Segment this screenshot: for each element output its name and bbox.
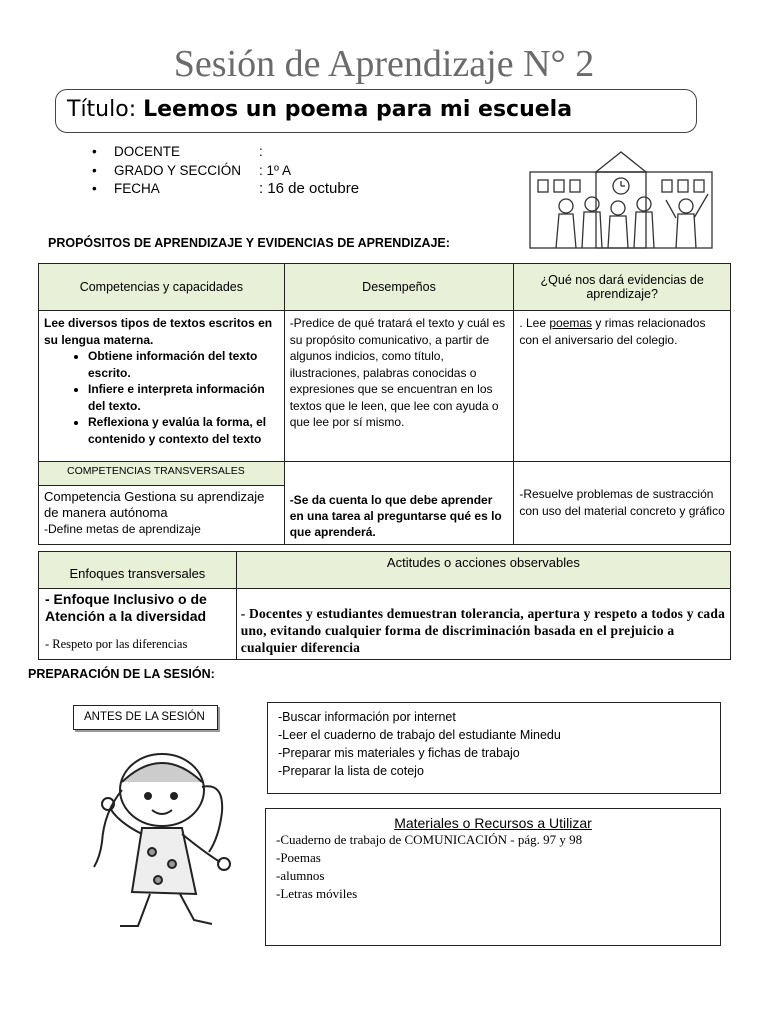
list-item: • Reflexiona y evalúa la forma, el contenido y contexto del texto	[88, 414, 279, 447]
competencia-text: Lee diversos tipos de textos escritos en su lengua materna.	[44, 316, 273, 347]
evidencia-cell	[514, 311, 731, 462]
list-item: -Poemas	[276, 850, 321, 865]
transversales-heading: COMPETENCIAS TRANSVERSALES	[39, 462, 284, 486]
page-title: Sesión de Aprendizaje N° 2	[173, 43, 595, 85]
transversal-desempeno: -Se da cuenta lo que debe aprender en una tarea al preguntarse qué es lo que aprenderá.	[284, 462, 514, 545]
materiales-list	[276, 831, 710, 903]
actitud-cell: - Docentes y estudiantes demuestran tolerancia, apertura y respeto a todos y cada uno, evitando cualquier forma de discriminación basada en el prejuicio a cualquier diferencia	[236, 589, 730, 660]
header-desempenos: Desempeños	[284, 264, 514, 311]
competencia-cell	[39, 311, 285, 462]
transversal-evidencia: -Resuelve problemas de sustracción con uso del material concreto y gráfico	[514, 462, 731, 545]
capacidades-list	[44, 348, 279, 447]
info-key: FECHA	[114, 181, 160, 196]
table-row	[39, 311, 731, 462]
header-competencias: Competencias y capacidades	[39, 264, 285, 311]
list-item: -Preparar la lista de cotejo	[278, 764, 424, 778]
evidencia-text-rest: y rimas relacionados con el aniversario del colegio.	[519, 316, 706, 347]
bullet-icon: •	[92, 144, 97, 159]
evidencia-text: . Lee	[519, 316, 550, 330]
propositos-table	[38, 263, 731, 545]
list-item: -Cuaderno de trabajo de COMUNICACIÓN - pág. 97 y 98	[276, 832, 583, 847]
transversal-cell	[39, 462, 285, 545]
list-item: -Preparar mis materiales y fichas de trabajo	[278, 746, 520, 760]
list-item: -Letras móviles	[276, 886, 358, 901]
enfoque-text: - Enfoque Inclusivo o de Atención a la diversidad	[45, 591, 207, 624]
info-value: :	[259, 144, 263, 159]
bullet-icon: •	[92, 181, 97, 196]
preparacion-heading: PREPARACIÓN DE LA SESIÓN:	[28, 667, 215, 681]
transversal-competencia: Competencia Gestiona su aprendizaje de manera autónoma	[44, 489, 265, 520]
propositos-heading: PROPÓSITOS DE APRENDIZAJE Y EVIDENCIAS DE APRENDIZAJE:	[48, 236, 450, 250]
school-illustration	[526, 148, 716, 254]
enfoque-cell	[39, 589, 237, 660]
valor-text: - Respeto por las diferencias	[45, 637, 188, 651]
table-header-row	[39, 552, 731, 589]
desempeno-cell: -Predice de qué tratará el texto y cuál es su propósito comunicativo, a partir de algunos indicios, como título, ilustraciones, palabras conocidas o expresiones que se encuentran en los textos que le leen, que lee con ayuda o que lee por sí mismo.	[284, 311, 514, 462]
info-row-docente	[92, 143, 359, 162]
list-item: • Obtiene información del texto escrito.	[88, 348, 279, 381]
materiales-title: Materiales o Recursos a Utilizar	[394, 815, 592, 831]
info-value: : 16 de octubre	[259, 180, 360, 197]
transversal-body	[39, 486, 284, 540]
info-row-grado	[92, 162, 359, 181]
transversal-capacidad: -Define metas de aprendizaje	[44, 522, 201, 536]
antes-box	[267, 702, 721, 794]
list-item: • Infiere e interpreta información del texto.	[88, 381, 279, 414]
bullet-icon: •	[92, 162, 97, 178]
title-label: Título:	[67, 97, 137, 122]
header-evidencias: ¿Qué nos dará evidencias de aprendizaje?	[514, 264, 731, 311]
title-value: Leemos un poema para mi escuela	[143, 97, 573, 122]
table-header-row	[39, 264, 731, 311]
info-row-fecha	[92, 180, 359, 199]
list-item: -Buscar información por internet	[278, 710, 456, 724]
info-key: GRADO Y SECCIÓN	[114, 162, 242, 178]
materiales-box	[265, 808, 721, 946]
evidencia-underlined: poemas	[549, 316, 593, 330]
list-item: -Leer el cuaderno de trabajo del estudiante Minedu	[278, 728, 561, 742]
table-row	[39, 589, 731, 660]
antes-label: ANTES DE LA SESIÓN	[73, 705, 218, 730]
info-value: : 1º A	[259, 162, 291, 178]
table-row	[39, 462, 731, 545]
info-list	[92, 143, 359, 199]
title-box	[55, 89, 697, 133]
info-key: DOCENTE	[114, 144, 181, 159]
header-enfoques: Enfoques transversales	[39, 552, 237, 589]
girl-illustration	[74, 742, 254, 942]
list-item: -alumnos	[276, 868, 325, 883]
header-actitudes: Actitudes o acciones observables	[236, 552, 730, 589]
enfoques-table	[38, 551, 731, 660]
